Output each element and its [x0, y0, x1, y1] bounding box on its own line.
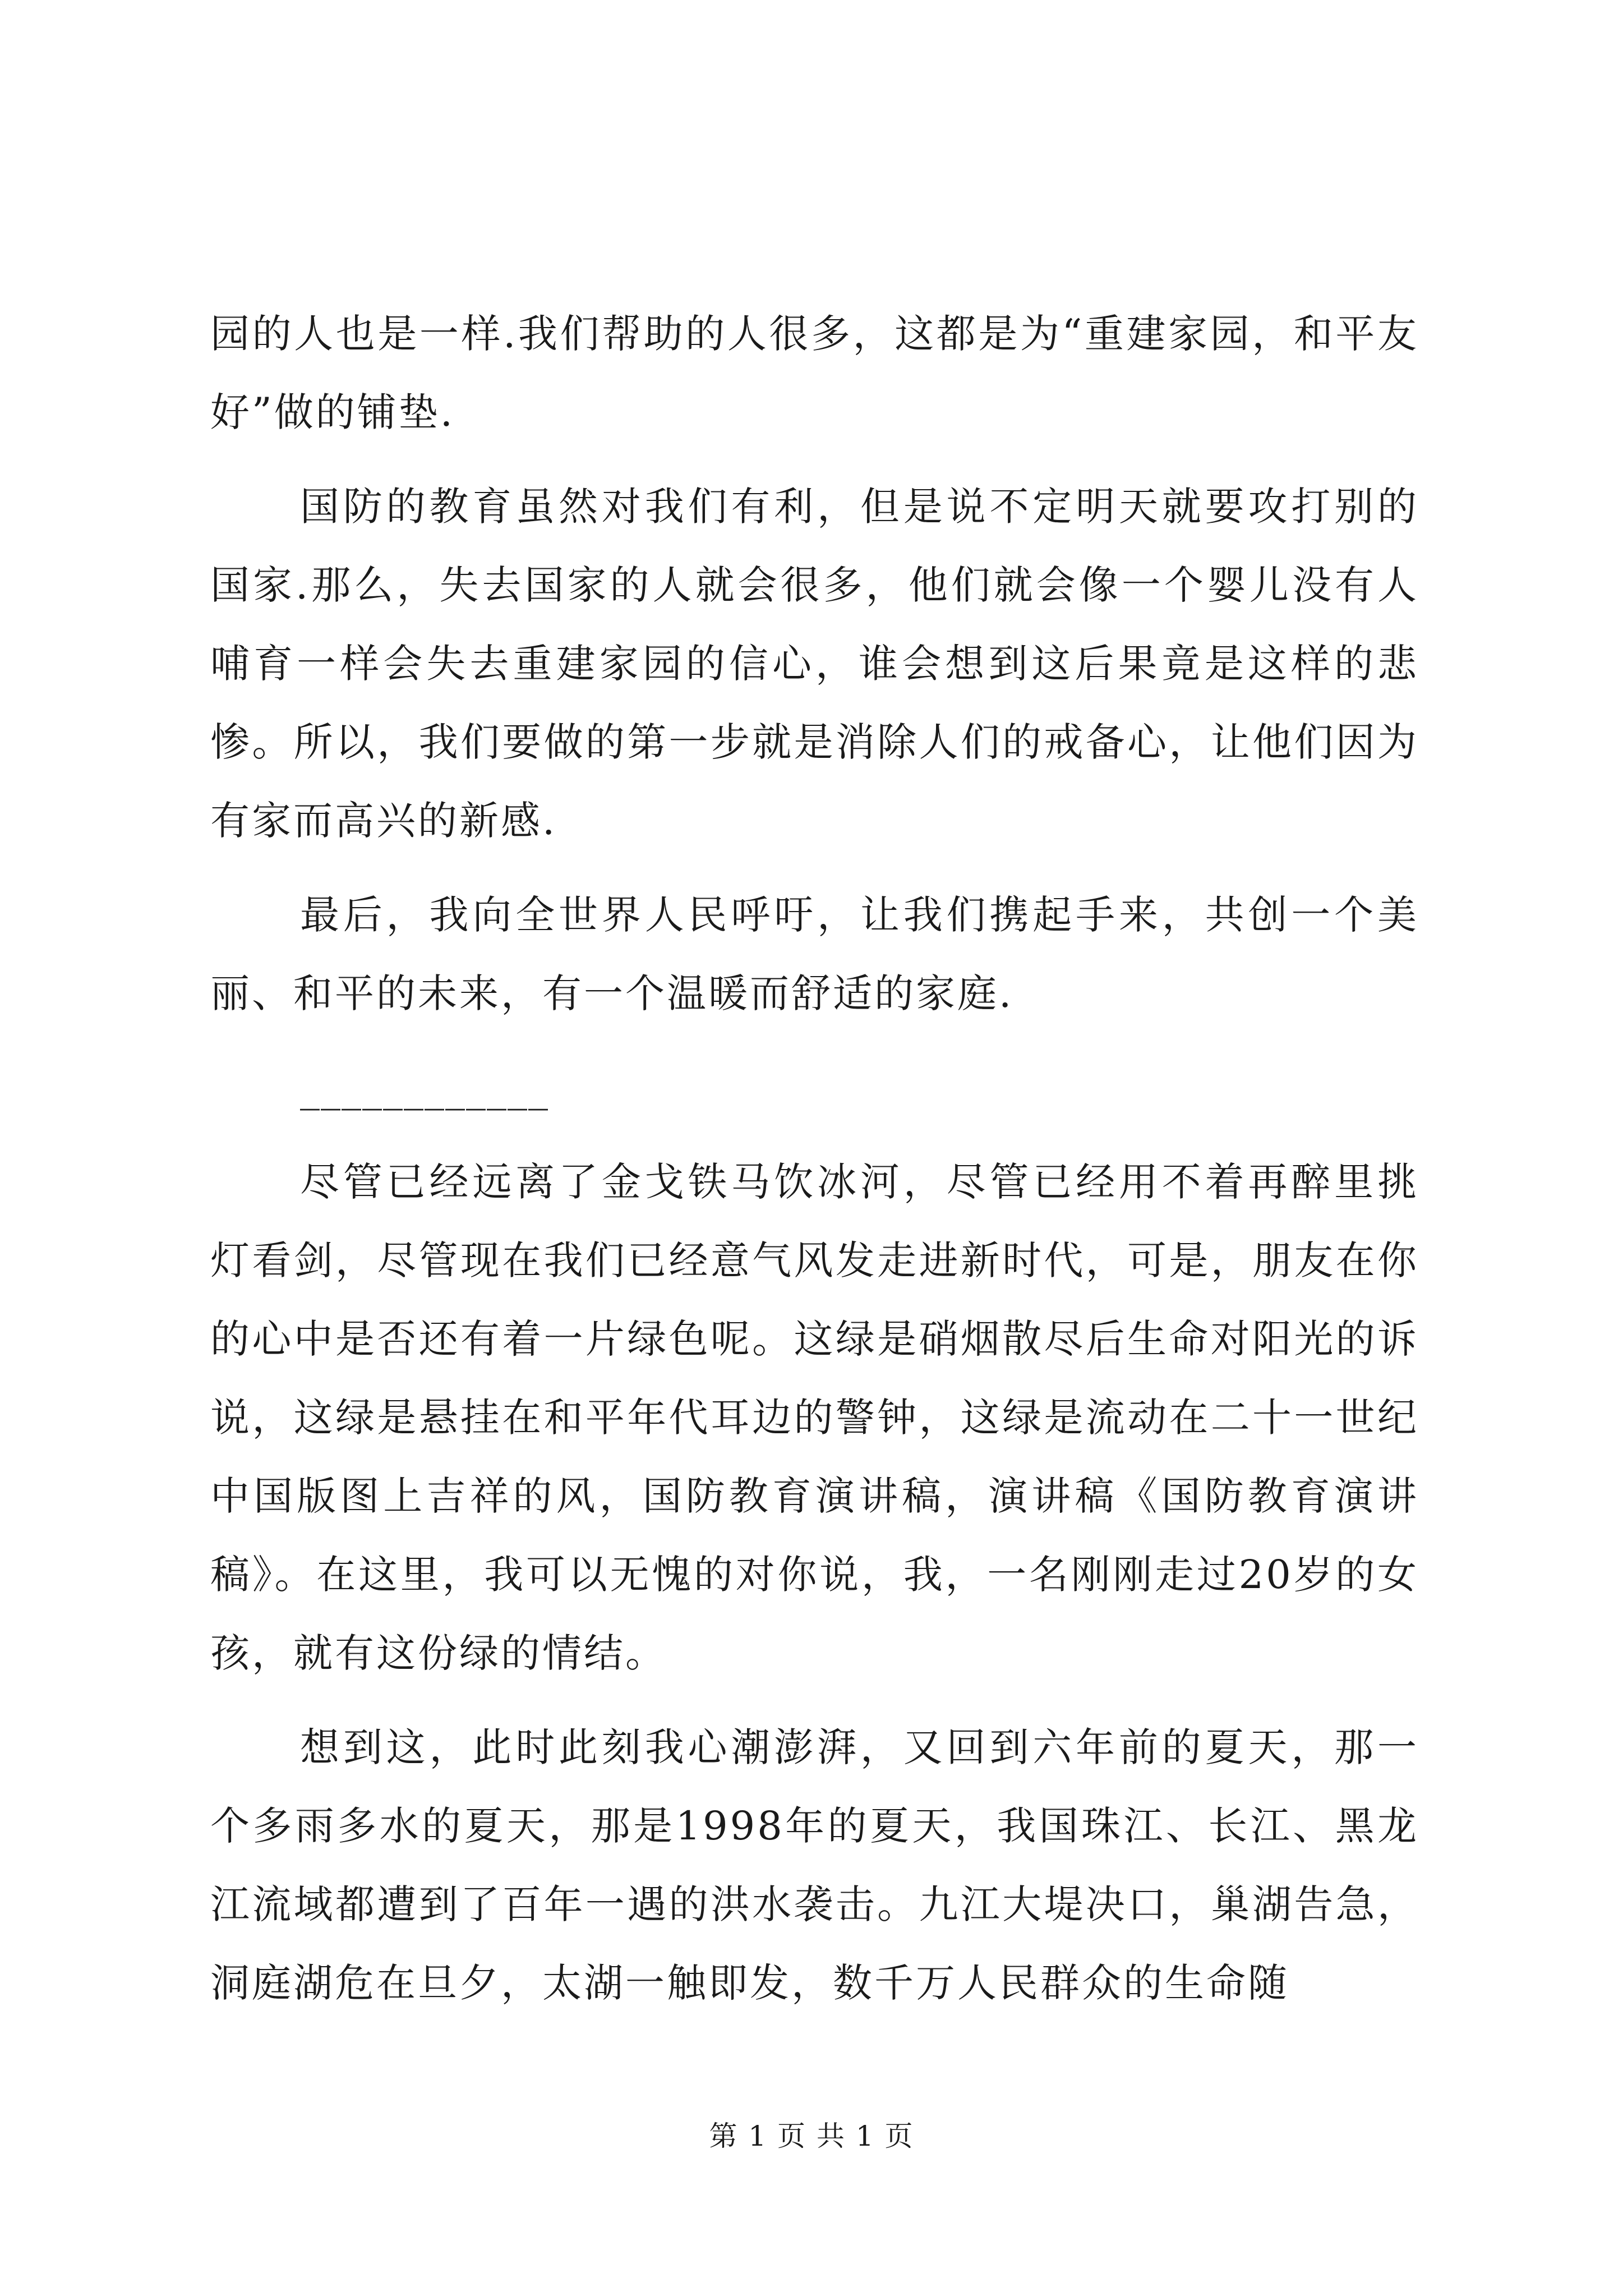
section-separator: ____________: [300, 1065, 549, 1111]
paragraph: 尽管已经远离了金戈铁马饮冰河，尽管已经用不着再醉里挑灯看剑，尽管现在我们已经意气风发走进新时代，可是，朋友在你的心中是否还有着一片绿色呢。这绿是硝烟散尽后生命对阳光的诉说，这绿是悬挂在和平年代耳边的警钟，这绿是流动在二十一世纪中国版图上吉祥的风，国防教育演讲稿，演讲稿《国防教育演讲稿》。在这里，我可以无愧的对你说，我，一名刚刚走过20岁的女孩，就有这份绿的情结。: [210, 1159, 1419, 1676]
paragraph-continuation: 园的人也是一样.我们帮助的人很多，这都是为“重建家园，和平友好”做的铺垫.: [210, 311, 1419, 435]
paragraph: 最后，我向全世界人民呼吁，让我们携起手来，共创一个美丽、和平的未来，有一个温暖而舒适的家庭.: [210, 892, 1419, 1016]
document-body: [210, 295, 1419, 2022]
paragraph: 想到这，此时此刻我心潮澎湃，又回到六年前的夏天，那一个多雨多水的夏天，那是1998年的夏天，我国珠江、长江、黑龙江流域都遭到了百年一遇的洪水袭击。九江大堤决口，巢湖告急，洞庭湖危在旦夕，太湖一触即发，数千万人民群众的生命随: [210, 1724, 1419, 2006]
page-number-footer: 第 1 页 共 1 页: [709, 2120, 914, 2152]
paragraph: 国防的教育虽然对我们有利，但是说不定明天就要攻打别的国家.那么，失去国家的人就会很多，他们就会像一个婴儿没有人哺育一样会失去重建家园的信心，谁会想到这后果竟是这样的悲惨。所以，我们要做的第一步就是消除人们的戒备心，让他们因为有家而高兴的新感.: [210, 484, 1419, 844]
